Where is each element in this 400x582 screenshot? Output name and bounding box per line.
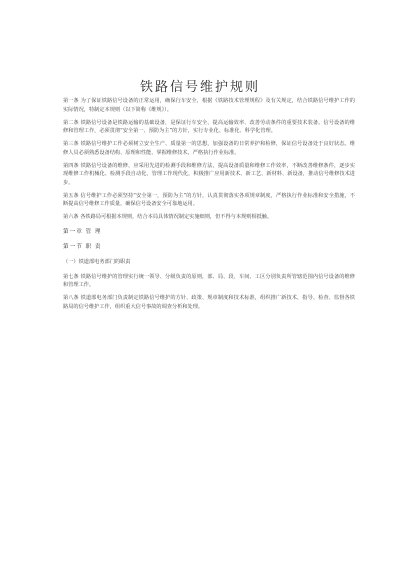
paragraph: 第五条 信号维护工作必须坚持“安全第一，预防为主”的方针，认真贯彻落实各项规章制度，严格执行作业标准和安全措施，不断提高信号维修工作质量，确保信号设备安全可靠地运用。 [63,192,355,207]
paragraph: 第一条 为了保证铁路信号设备的正常运用，确保行车安全，根据《铁路技术管理规程》及有关规定，结合铁路信号维护工作的实际情况，特制定本规则（以下简称《维规》）。 [63,98,355,113]
section-note: （一）铁道部电务部门的职责 [63,258,131,265]
paragraph: 第六条 各铁路局可根据本规则，结合本局具体情况制定实施细则，但不得与本规则相抵触。 [63,214,273,220]
paragraph: 第七条 铁路信号维护的管理实行统一领导、分级负责的原则，部、局、段、车间、工区分别负责所管辖范围内信号设备的维修和管理工作。 [63,273,355,288]
document-body [63,97,355,316]
paragraph: 第八条 铁道部电务部门负责制定铁路信号维护的方针、政策、规章制度和技术标准，组织推广新技术，指导、检查、监督各铁路局的信号维护工作，组织重大信号事故的调查分析和处理。 [63,295,355,310]
section-heading: 第一节 职 责 [63,243,102,250]
chapter-heading: 第一章 管 理 [63,228,102,235]
paragraph: 第四条 铁路信号设备的维修，应采用先进的检测手段和维修方法，提高设备质量和维修工作效率，不断改善维修条件，逐步实现维修工作机械化、检测手段自动化、管理工作现代化，积极推广应用新技术、新工艺、新材料、新设备，推动信号维修技术进步。 [63,162,355,186]
document-title: 铁路信号维护规则 [139,80,260,95]
paragraph: 第三条 铁路信号维护工作必须树立安全生产、质量第一的思想，加强设备的日常养护和检修，保证信号设备处于良好状态。维修人员必须熟悉设备结构、原理和性能，掌握维修技术，严格执行作业标准。 [63,141,355,156]
paragraph: 第二条 铁路信号设备是铁路运输的基础设备，是保证行车安全、提高运输效率、改善劳动条件的重要技术装备。信号设备的维修和管理工作，必须贯彻“安全第一、预防为主”的方针，实行专业化、标准化、科学化管理。 [63,119,355,134]
